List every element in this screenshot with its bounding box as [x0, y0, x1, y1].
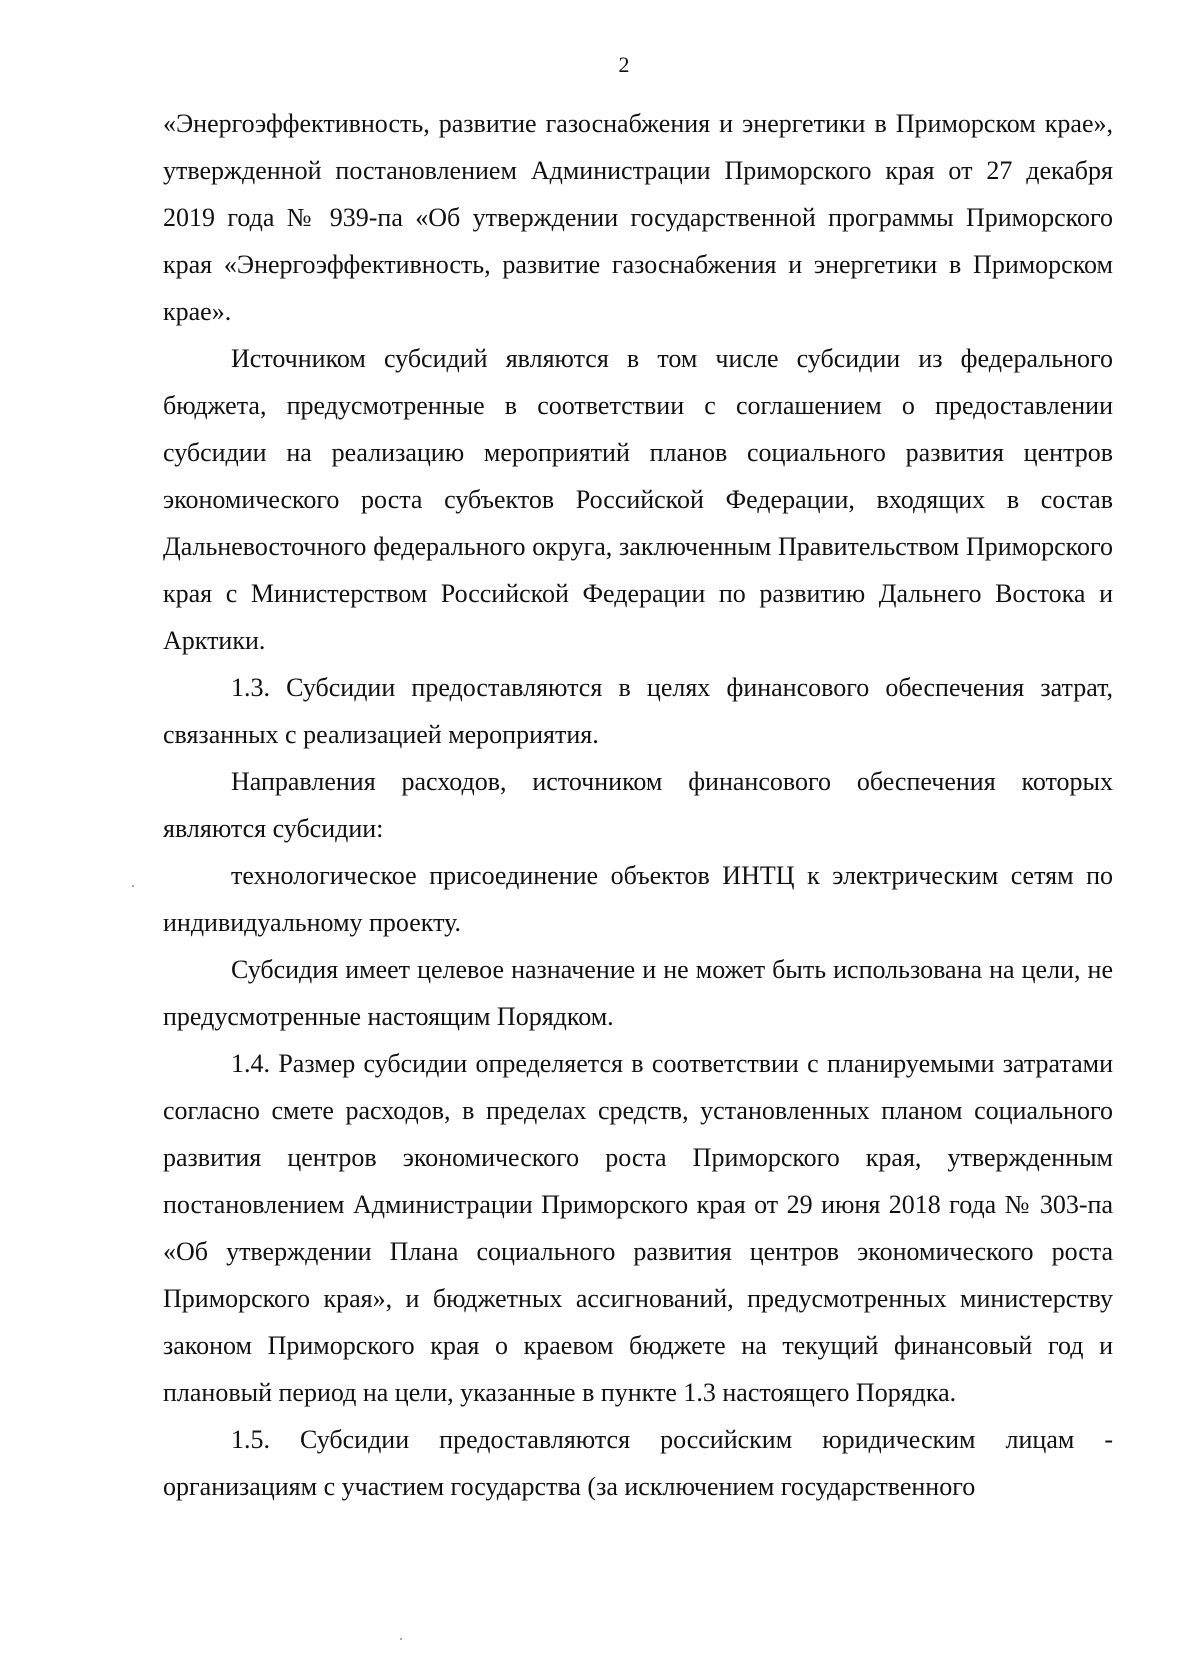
scan-speck: [400, 1638, 402, 1640]
paragraph-1-5: 1.5. Субсидии предоставляются российским юридическим лицам - организациям с участием государства (за исключением государственного: [163, 1425, 1113, 1501]
paragraph-tech-connection: технологическое присоединение объектов ИНТЦ к электрическим сетям по индивидуальному проекту.: [163, 861, 1113, 937]
paragraph-target-purpose: Субсидия имеет целевое назначение и не может быть использована на цели, не предусмотренные настоящим Порядком.: [163, 955, 1113, 1031]
paragraph-1-4: 1.4. Размер субсидии определяется в соответствии с планируемыми затратами согласно смете расходов, в пределах средств, установленных планом социального развития центров экономического роста Приморского края, утвержденным постановлением Администрации Приморского края от 29 июня 2018 года № 303-па «Об утверждении Плана социального развития центров экономического роста Приморского края», и бюджетных ассигнований, предусмотренных министерству законом Приморского края о краевом бюджете на текущий финансовый год и плановый период на цели, указанные в пункте 1.3 настоящего Порядка.: [163, 1049, 1113, 1407]
paragraph-program-title: «Энергоэффективность, развитие газоснабжения и энергетики в Приморском крае», утвержденной постановлением Администрации Приморского края от 27 декабря 2019 года № 939-па «Об утверждении государственной программы Приморского края «Энергоэффективность, развитие газоснабжения и энергетики в Приморском крае».: [163, 109, 1113, 326]
paragraph-subsidy-source: Источником субсидий являются в том числе субсидии из федерального бюджета, предусмотренные в соответствии с соглашением о предоставлении субсидии на реализацию мероприятий планов социального развития центров экономического роста субъектов Российской Федерации, входящих в состав Дальневосточного федерального округа, заключенным Правительством Приморского края с Министерством Российской Федерации по развитию Дальнего Востока и Арктики.: [163, 344, 1113, 655]
scan-speck: [132, 885, 134, 887]
paragraph-expense-directions: Направления расходов, источником финансового обеспечения которых являются субсидии:: [163, 767, 1113, 843]
document-body: [163, 100, 1113, 1510]
paragraph-1-3: 1.3. Субсидии предоставляются в целях финансового обеспечения затрат, связанных с реализацией мероприятия.: [163, 673, 1113, 749]
page-number: 2: [618, 52, 630, 77]
